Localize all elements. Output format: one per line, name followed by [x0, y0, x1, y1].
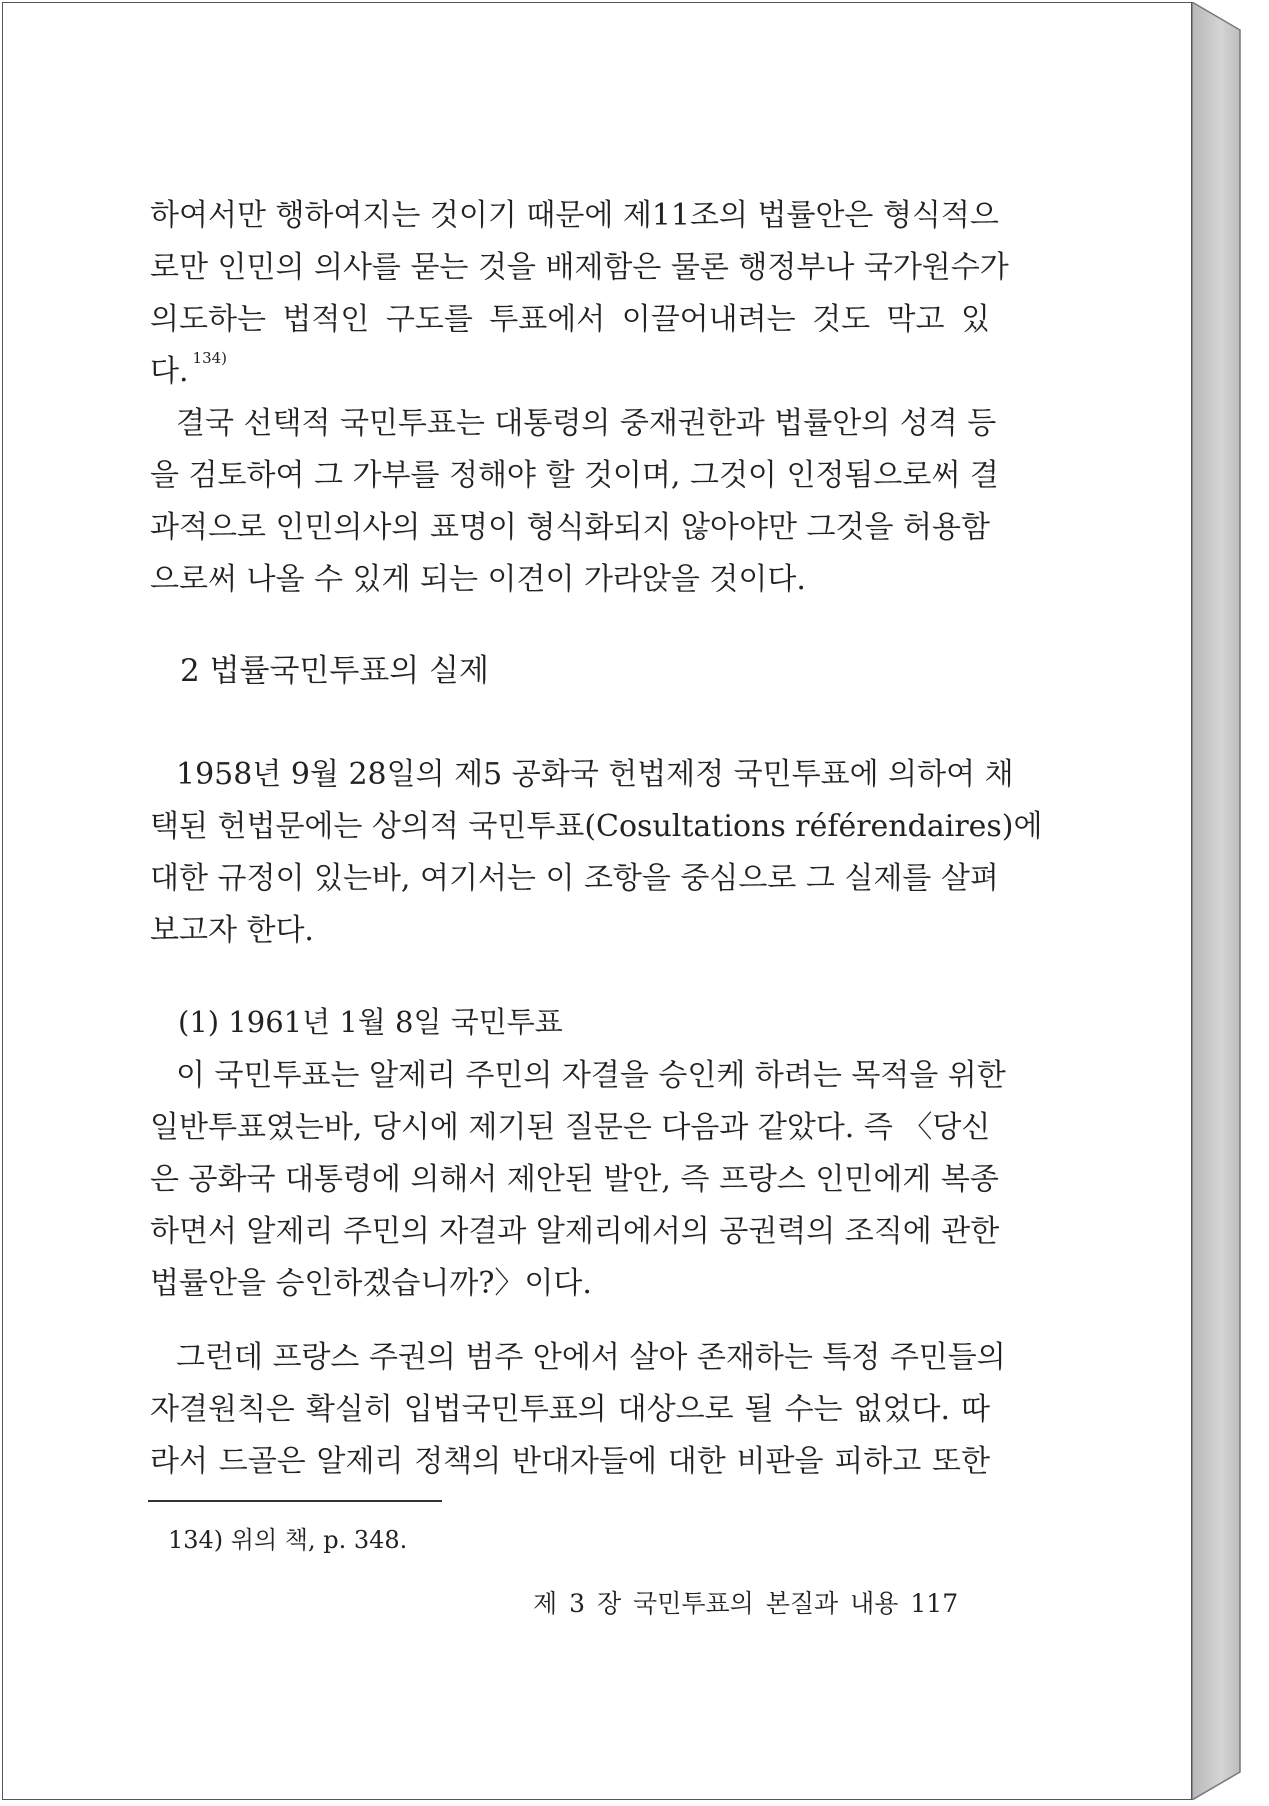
- text-line: 보고자 한다.: [150, 913, 314, 948]
- text-line: 그런데 프랑스 주권의 범주 안에서 살아 존재하는 특정 주민들의: [176, 1340, 1006, 1375]
- text-line: 을 검토하여 그 가부를 정해야 할 것이며, 그것이 인정됨으로써 결: [150, 458, 999, 493]
- text-line: 과적으로 인민의사의 표명이 형식화되지 않아야만 그것을 허용함: [150, 510, 990, 545]
- text-line: 대한 규정이 있는바, 여기서는 이 조항을 중심으로 그 실제를 살펴: [150, 861, 999, 896]
- text-line: 이 국민투표는 알제리 주민의 자결을 승인케 하려는 목적을 위한: [176, 1058, 1006, 1093]
- section-heading: 2 법률국민투표의 실제: [180, 653, 489, 689]
- paragraph-4: [150, 1050, 1006, 1310]
- text-line: 일반투표였는바, 당시에 제기된 질문은 다음과 같았다. 즉 〈당신: [150, 1110, 991, 1145]
- subsection-heading: (1) 1961년 1월 8일 국민투표: [178, 1005, 563, 1039]
- paragraph-1: [150, 190, 1009, 606]
- text-line: 으로써 나올 수 있게 되는 이견이 가라앉을 것이다.: [150, 562, 806, 597]
- text-line: 1958년 9월 28일의 제5 공화국 헌법제정 국민투표에 의하여 채: [176, 757, 1014, 792]
- paragraph-5: [150, 1332, 1006, 1488]
- text-line: 법률안을 승인하겠습니까?〉이다.: [150, 1266, 592, 1301]
- footnote-divider: [148, 1500, 442, 1502]
- text-line: 택된 헌법문에는 상의적 국민투표(Cosultations référendaires)에: [150, 809, 1043, 844]
- text-line: 자결원칙은 확실히 입법국민투표의 대상으로 될 수는 없었다. 따: [150, 1392, 990, 1427]
- text-line: 의도하는 법적인 구도를 투표에서 이끌어내려는 것도 막고 있: [150, 302, 990, 337]
- text-line: 다.: [150, 354, 189, 389]
- text-line: 라서 드골은 알제리 정책의 반대자들에 대한 비판을 피하고 또한: [150, 1444, 990, 1479]
- text-line: 하여서만 행하여지는 것이기 때문에 제11조의 법률안은 형식적으: [150, 198, 999, 233]
- text-line: 로만 인민의 의사를 묻는 것을 배제함은 물론 행정부나 국가원수가: [150, 250, 1009, 285]
- footnote-text: 134) 위의 책, p. 348.: [168, 1526, 408, 1554]
- text-line: 하면서 알제리 주민의 자결과 알제리에서의 공권력의 조직에 관한: [150, 1214, 1000, 1249]
- text-line-with-footnote: [150, 346, 990, 398]
- running-footer: 제 3 장 국민투표의 본질과 내용 117: [533, 1589, 959, 1618]
- text-line: 은 공화국 대통령에 의해서 제안된 발안, 즉 프랑스 인민에게 복종: [150, 1162, 999, 1197]
- text-line: 결국 선택적 국민투표는 대통령의 중재권한과 법률안의 성격 등: [176, 406, 997, 441]
- page-edge-shadow: [1192, 2, 1262, 1800]
- paragraph-3: [150, 749, 1043, 957]
- footnote-reference: 134): [192, 349, 228, 367]
